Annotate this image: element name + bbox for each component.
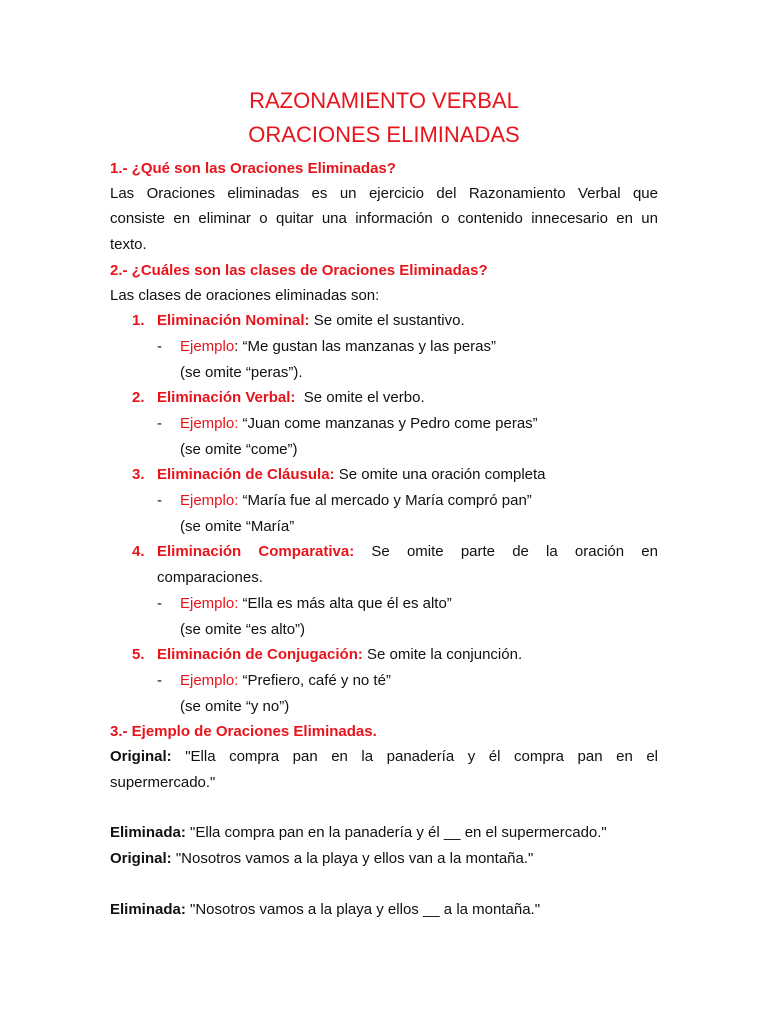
list-item-2-example-text: “Juan come manzanas y Pedro come peras” [238,415,538,432]
list-item-5-omit: (se omite “y no”) [180,698,290,715]
section-1-paragraph-line-2: consiste en eliminar o quitar una información o contenido innecesario en un [110,210,658,227]
list-item-5-example-text: “Prefiero, café y no té” [238,672,391,689]
eliminated-1 [110,823,607,843]
list-item-1-omit: (se omite “peras”). [180,364,303,381]
list-item-2-number: 2. [132,389,145,406]
list-item-3-example-text: “María fue al mercado y María compró pan” [238,492,532,509]
list-item-5-number: 5. [132,646,145,663]
list-item-5 [157,645,522,665]
list-item-2-example-label: Ejemplo: [180,415,239,432]
original-2 [110,849,533,869]
list-item-2-desc: Se omite el verbo. [295,389,425,406]
list-item-1-example [180,337,496,357]
document-title: RAZONAMIENTO VERBAL [249,88,519,113]
original-2-text: "Nosotros vamos a la playa y ellos van a la montaña." [171,850,534,867]
original-1-line-1 [110,747,658,767]
list-item-2 [157,388,425,408]
list-item-5-desc: Se omite la conjunción. [362,646,523,663]
list-item-2-omit: (se omite “come”) [180,441,298,458]
section-1-heading: 1.- ¿Qué son las Oraciones Eliminadas? [110,160,396,177]
list-item-4-desc-line-2: comparaciones. [157,569,263,586]
list-item-5-example-label: Ejemplo: [180,672,239,689]
section-2-intro: Las clases de oraciones eliminadas son: [110,287,380,304]
original-1-line-2: supermercado." [110,774,216,791]
eliminated-2-label: Eliminada: [110,901,186,918]
list-item-5-example [180,671,391,691]
list-item-4-example [180,594,452,614]
section-1-paragraph-line-3: texto. [110,236,147,253]
list-item-3-example [180,491,532,511]
section-3-heading: 3.- Ejemplo de Oraciones Eliminadas. [110,723,377,740]
list-item-3-desc: Se omite una oración completa [334,466,546,483]
list-item-1-label: Eliminación Nominal: [157,312,310,329]
list-item-1-example-text: “Me gustan las manzanas y las peras” [238,338,496,355]
list-item-1 [157,311,465,331]
list-item-1-example-sep: : [234,338,239,355]
list-item-1-dash: - [157,338,162,355]
list-item-3 [157,465,546,485]
list-item-4-example-text: “Ella es más alta que él es alto” [238,595,452,612]
list-item-2-example [180,414,538,434]
original-1-label: Original: [110,748,172,765]
list-item-4-example-label: Ejemplo: [180,595,239,612]
list-item-1-example-label: Ejemplo [180,338,235,355]
list-item-3-dash: - [157,492,162,509]
list-item-3-label: Eliminación de Cláusula: [157,466,335,483]
eliminated-2-text: "Nosotros vamos a la playa y ellos __ a la montaña." [185,901,541,918]
list-item-2-dash: - [157,415,162,432]
list-item-2-label: Eliminación Verbal: [157,389,296,406]
list-item-1-desc: Se omite el sustantivo. [309,312,465,329]
list-item-4-omit: (se omite “es alto”) [180,621,306,638]
list-item-1-number: 1. [132,312,145,329]
original-1-text: "Ella compra pan en la panadería y él compra pan en el [171,748,658,765]
list-item-4-dash: - [157,595,162,612]
section-2-heading: 2.- ¿Cuáles son las clases de Oraciones Eliminadas? [110,262,488,279]
list-item-3-example-label: Ejemplo: [180,492,239,509]
eliminated-1-label: Eliminada: [110,824,186,841]
document-subtitle: ORACIONES ELIMINADAS [248,122,520,147]
list-item-3-number: 3. [132,466,145,483]
list-item-3-omit: (se omite “María” [180,518,295,535]
list-item-4-label: Eliminación Comparativa: [157,543,355,560]
list-item-5-label: Eliminación de Conjugación: [157,646,363,663]
eliminated-1-text: "Ella compra pan en la panadería y él __ en el supermercado." [185,824,607,841]
list-item-4-number: 4. [132,543,145,560]
original-2-label: Original: [110,850,172,867]
list-item-5-dash: - [157,672,162,689]
eliminated-2 [110,900,540,920]
list-item-4-desc: Se omite parte de la oración en [354,543,658,560]
list-item-4 [157,542,658,562]
section-1-paragraph-line-1: Las Oraciones eliminadas es un ejercicio del Razonamiento Verbal que [110,185,658,202]
